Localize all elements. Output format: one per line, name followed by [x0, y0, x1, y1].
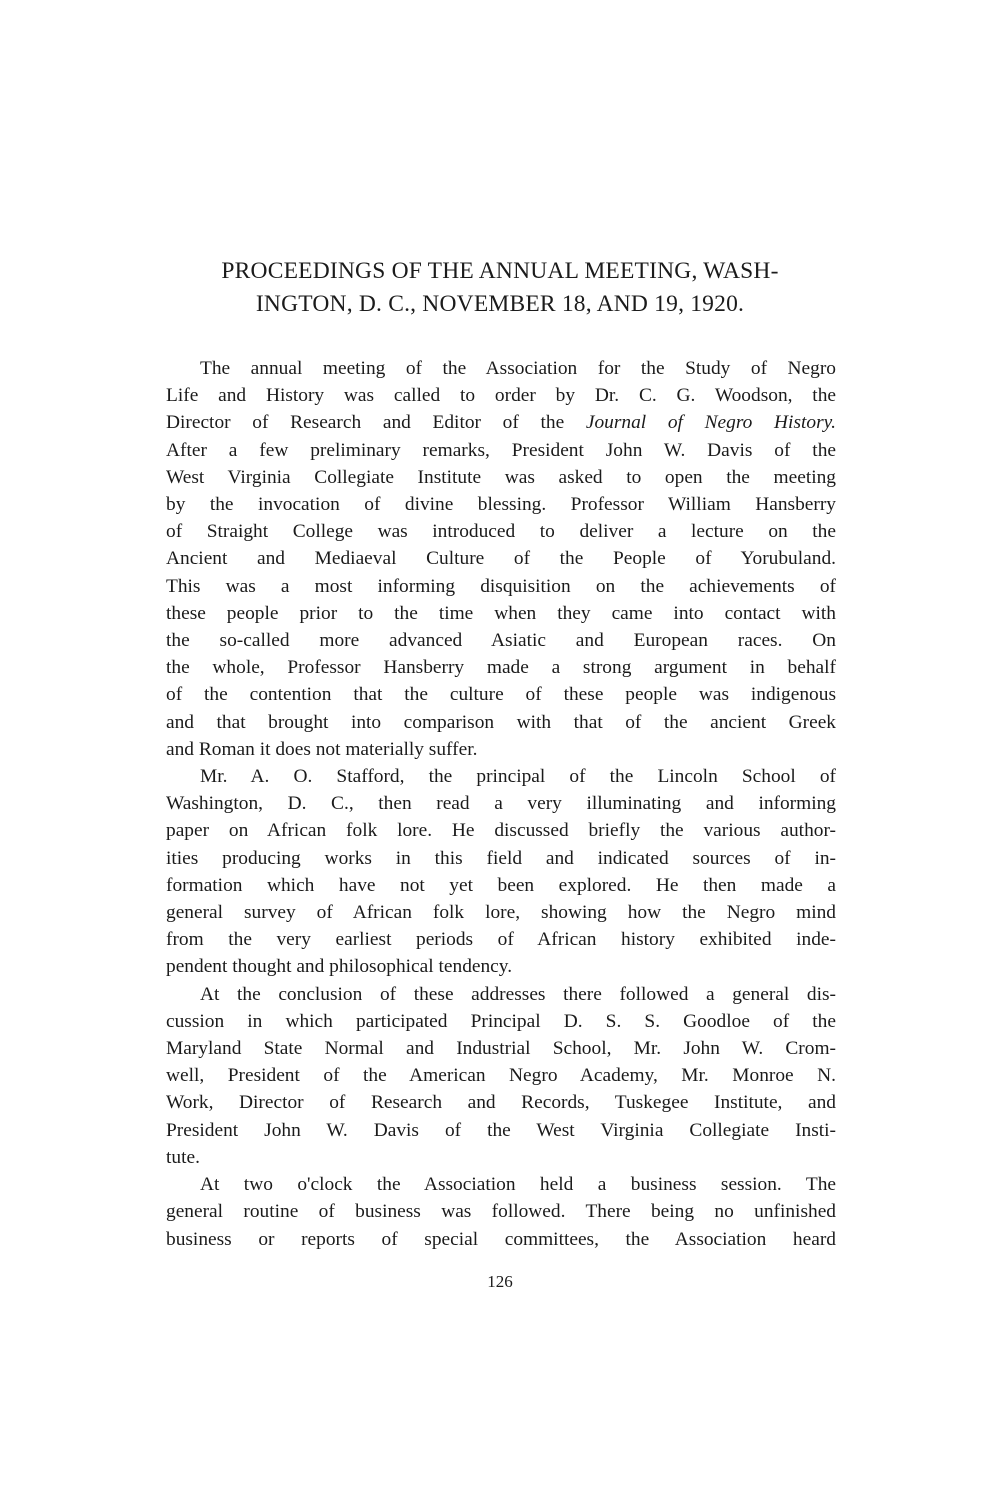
text-line: from the very earliest periods of African history exhibited inde-	[166, 929, 836, 951]
text-line: pendent thought and philosophical tendency.	[166, 956, 513, 978]
text-line: After a few preliminary remarks, President John W. Davis of the	[166, 439, 836, 461]
text-line: business or reports of special committees, the Association heard	[166, 1228, 836, 1250]
text-line: The annual meeting of the Association for the Study of Negro	[200, 358, 836, 379]
paragraph-3	[166, 981, 836, 1171]
text-line: Maryland State Normal and Industrial School, Mr. John W. Crom-	[166, 1038, 836, 1060]
body-text	[166, 355, 836, 1253]
text-line: President John W. Davis of the West Virginia Collegiate Insti-	[166, 1119, 836, 1141]
page-number: 126	[487, 1272, 513, 1291]
text-line: formation which have not yet been explored. He then made a	[166, 874, 836, 896]
text-line: paper on African folk lore. He discussed briefly the various author-	[166, 820, 836, 842]
text-line: of the contention that the culture of these people was indigenous	[166, 684, 836, 706]
text-line: Mr. A. O. Stafford, the principal of the Lincoln School of	[200, 766, 836, 788]
text-line: these people prior to the time when they came into contact with	[166, 602, 836, 624]
text-line: and Roman it does not materially suffer.	[166, 738, 478, 760]
text-line: the whole, Professor Hansberry made a strong argument in behalf	[166, 657, 836, 679]
text-line: West Virginia Collegiate Institute was asked to open the meeting	[166, 466, 836, 488]
text-line	[166, 409, 836, 436]
text-line: of Straight College was introduced to deliver a lecture on the	[166, 521, 836, 543]
text-line: Washington, D. C., then read a very illuminating and informing	[166, 793, 836, 815]
paragraph-4	[166, 1171, 836, 1253]
paragraph-1	[166, 355, 836, 763]
text-line: This was a most informing disquisition on the achievements of	[166, 575, 836, 597]
paragraph-2	[166, 763, 836, 981]
text-line: tute.	[166, 1146, 200, 1168]
title-line-1: PROCEEDINGS OF THE ANNUAL MEETING, WASH-	[221, 258, 779, 284]
text-line-segment: Director of Research and Editor of the	[166, 412, 586, 434]
text-line: and that brought into comparison with that of the ancient Greek	[166, 711, 836, 733]
text-line: Ancient and Mediaeval Culture of the People of Yorubuland.	[166, 548, 836, 570]
text-line: the so-called more advanced Asiatic and European races. On	[166, 630, 836, 652]
text-line: well, President of the American Negro Academy, Mr. Monroe N.	[166, 1065, 836, 1087]
text-line: Life and History was called to order by Dr. C. G. Woodson, the	[166, 385, 836, 407]
text-line: At two o'clock the Association held a business session. The	[200, 1174, 836, 1196]
journal-title: Journal of Negro History.	[585, 412, 836, 434]
page-title	[140, 255, 860, 321]
text-line: Work, Director of Research and Records, Tuskegee Institute, and	[166, 1092, 836, 1114]
text-line: cussion in which participated Principal D. S. S. Goodloe of the	[166, 1010, 836, 1032]
text-line: general survey of African folk lore, showing how the Negro mind	[166, 902, 836, 924]
text-line: At the conclusion of these addresses there followed a general dis-	[200, 983, 836, 1005]
title-line-2: INGTON, D. C., NOVEMBER 18, AND 19, 1920.	[255, 291, 745, 317]
text-line: by the invocation of divine blessing. Professor William Hansberry	[166, 494, 836, 516]
text-line: ities producing works in this field and indicated sources of in-	[166, 847, 836, 869]
text-line: general routine of business was followed. There being no unfinished	[166, 1201, 836, 1223]
